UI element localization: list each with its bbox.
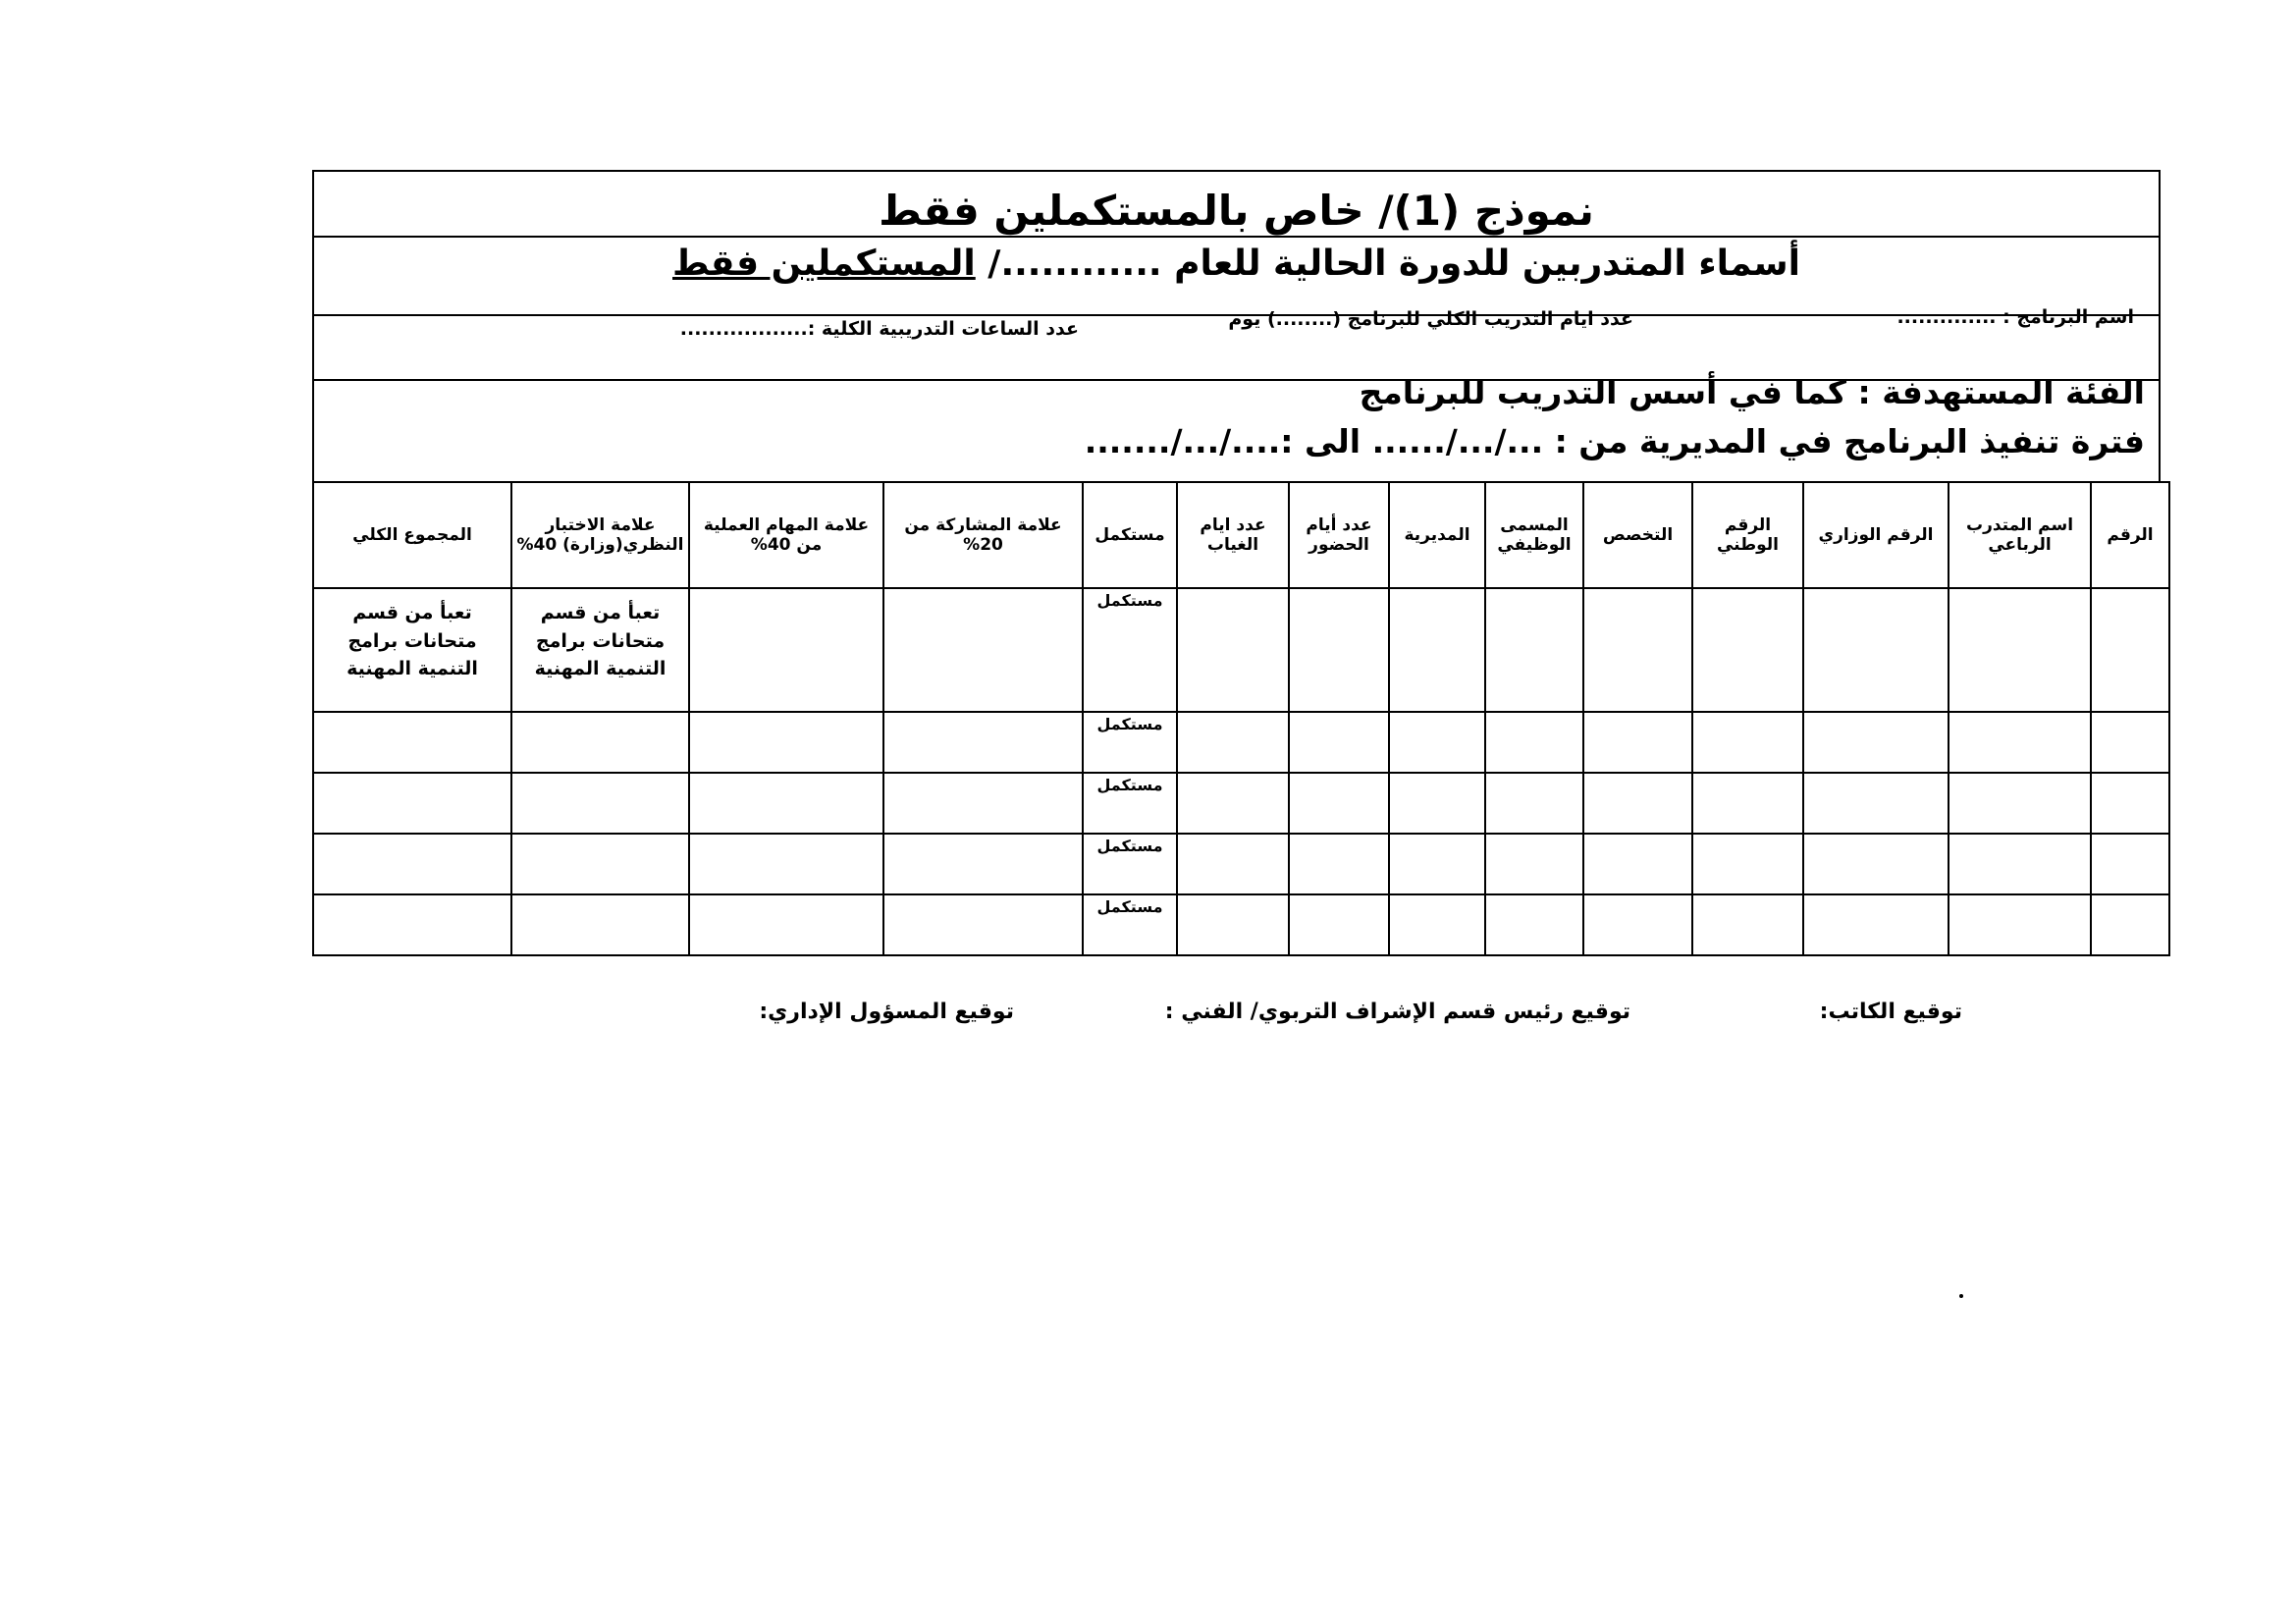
target-group-line: الفئة المستهدفة : كما في أسس التدريب للبرنامج [1359,373,2145,411]
cell-total-fill-note: تعبأ من قسم متحانات برامج التنمية المهنية [313,588,511,712]
header-job-title: المسمى الوظيفي [1485,482,1583,588]
cell-national-number[interactable] [1692,894,1803,955]
cell-status: مستكمل [1083,834,1177,894]
table-row [313,773,2169,834]
cell-national-number[interactable] [1692,773,1803,834]
form-title: نموذج (1)/ خاص بالمستكملين فقط [879,186,1594,235]
cell-trainee-name[interactable] [1949,588,2091,712]
header-trainee-name: اسم المتدرب الرباعي [1949,482,2091,588]
cell-national-number[interactable] [1692,834,1803,894]
cell-specialization[interactable] [1583,894,1692,955]
cell-specialization[interactable] [1583,834,1692,894]
cell-specialization[interactable] [1583,712,1692,773]
cell-job-title[interactable] [1485,894,1583,955]
cell-participation-mark[interactable] [883,712,1083,773]
header-directorate: المديرية [1389,482,1485,588]
header-absence-days: عدد ايام الغياب [1177,482,1289,588]
cell-trainee-name[interactable] [1949,712,2091,773]
cell-ministry-number[interactable] [1803,894,1949,955]
cell-total[interactable] [313,773,511,834]
cell-national-number[interactable] [1692,588,1803,712]
cell-number[interactable] [2091,712,2169,773]
table-row [313,894,2169,955]
stray-dot-mark [1959,1294,1963,1298]
cell-total[interactable] [313,712,511,773]
cell-practical-mark[interactable] [689,588,883,712]
table-row [313,588,2169,712]
cell-status: مستكمل [1083,773,1177,834]
cell-trainee-name[interactable] [1949,834,2091,894]
cell-directorate[interactable] [1389,894,1485,955]
cell-status: مستكمل [1083,712,1177,773]
cell-practical-mark[interactable] [689,834,883,894]
cell-number[interactable] [2091,773,2169,834]
header-national-number: الرقم الوطني [1692,482,1803,588]
header-participation-mark: علامة المشاركة من 20% [883,482,1083,588]
cell-practical-mark[interactable] [689,894,883,955]
cell-job-title[interactable] [1485,773,1583,834]
header-number: الرقم [2091,482,2169,588]
cell-ministry-number[interactable] [1803,834,1949,894]
cell-exam-mark[interactable] [511,712,689,773]
admin-signature: توقيع المسؤول الإداري: [759,1000,1014,1024]
target-group-box [312,373,2161,483]
cell-directorate[interactable] [1389,712,1485,773]
cell-attendance-days[interactable] [1289,588,1389,712]
cell-participation-mark[interactable] [883,588,1083,712]
cell-attendance-days[interactable] [1289,712,1389,773]
cell-attendance-days[interactable] [1289,834,1389,894]
header-ministry-number: الرقم الوزاري [1803,482,1949,588]
cell-status: مستكمل [1083,894,1177,955]
cell-number[interactable] [2091,834,2169,894]
cell-absence-days[interactable] [1177,588,1289,712]
cell-ministry-number[interactable] [1803,712,1949,773]
cell-trainee-name[interactable] [1949,894,2091,955]
cell-absence-days[interactable] [1177,834,1289,894]
form-subtitle [314,243,2159,284]
cell-exam-mark[interactable] [511,773,689,834]
header-specialization: التخصص [1583,482,1692,588]
cell-job-title[interactable] [1485,834,1583,894]
cell-absence-days[interactable] [1177,894,1289,955]
period-line: فترة تنفيذ البرنامج في المديرية من : .../.../...... الى :..../.../....... [1084,422,2145,460]
cell-total[interactable] [313,894,511,955]
supervision-head-signature: توقيع رئيس قسم الإشراف التربوي/ الفني : [1164,1000,1630,1024]
cell-participation-mark[interactable] [883,834,1083,894]
cell-absence-days[interactable] [1177,773,1289,834]
header-theory-exam-mark: علامة الاختبار النظري(وزارة) 40% [511,482,689,588]
cell-exam-mark[interactable] [511,894,689,955]
subtitle-underlined: المستكملين فقط [672,243,976,284]
cell-directorate[interactable] [1389,834,1485,894]
cell-attendance-days[interactable] [1289,773,1389,834]
cell-participation-mark[interactable] [883,894,1083,955]
table-header-row [313,482,2169,588]
cell-practical-mark[interactable] [689,773,883,834]
cell-directorate[interactable] [1389,773,1485,834]
cell-number[interactable] [2091,894,2169,955]
program-name-field: اسم البرنامج : .............. [1896,306,2134,328]
program-info-box [312,236,2161,381]
cell-national-number[interactable] [1692,712,1803,773]
trainees-table [312,481,2170,956]
header-total: المجموع الكلي [313,482,511,588]
cell-practical-mark[interactable] [689,712,883,773]
cell-exam-fill-note: تعبأ من قسم متحانات برامج التنمية المهنية [511,588,689,712]
cell-specialization[interactable] [1583,773,1692,834]
cell-exam-mark[interactable] [511,834,689,894]
total-hours-field: عدد الساعات التدريبية الكلية :.................. [679,318,1079,340]
header-completed: مستكمل [1083,482,1177,588]
cell-participation-mark[interactable] [883,773,1083,834]
cell-absence-days[interactable] [1177,712,1289,773]
cell-ministry-number[interactable] [1803,773,1949,834]
cell-job-title[interactable] [1485,712,1583,773]
cell-ministry-number[interactable] [1803,588,1949,712]
table-row [313,712,2169,773]
cell-attendance-days[interactable] [1289,894,1389,955]
cell-directorate[interactable] [1389,588,1485,712]
cell-status: مستكمل [1083,588,1177,712]
cell-trainee-name[interactable] [1949,773,2091,834]
cell-specialization[interactable] [1583,588,1692,712]
header-attendance-days: عدد أيام الحضور [1289,482,1389,588]
cell-number[interactable] [2091,588,2169,712]
header-practical-tasks-mark: علامة المهام العملية من 40% [689,482,883,588]
writer-signature: توقيع الكاتب: [1819,1000,1962,1024]
subtitle-text: أسماء المتدربين للدورة الحالية للعام ............/ [988,243,1800,284]
cell-job-title[interactable] [1485,588,1583,712]
cell-total[interactable] [313,834,511,894]
total-days-field: عدد ايام التدريب الكلي للبرنامج (........) يوم [1228,308,1633,330]
table-row [313,834,2169,894]
